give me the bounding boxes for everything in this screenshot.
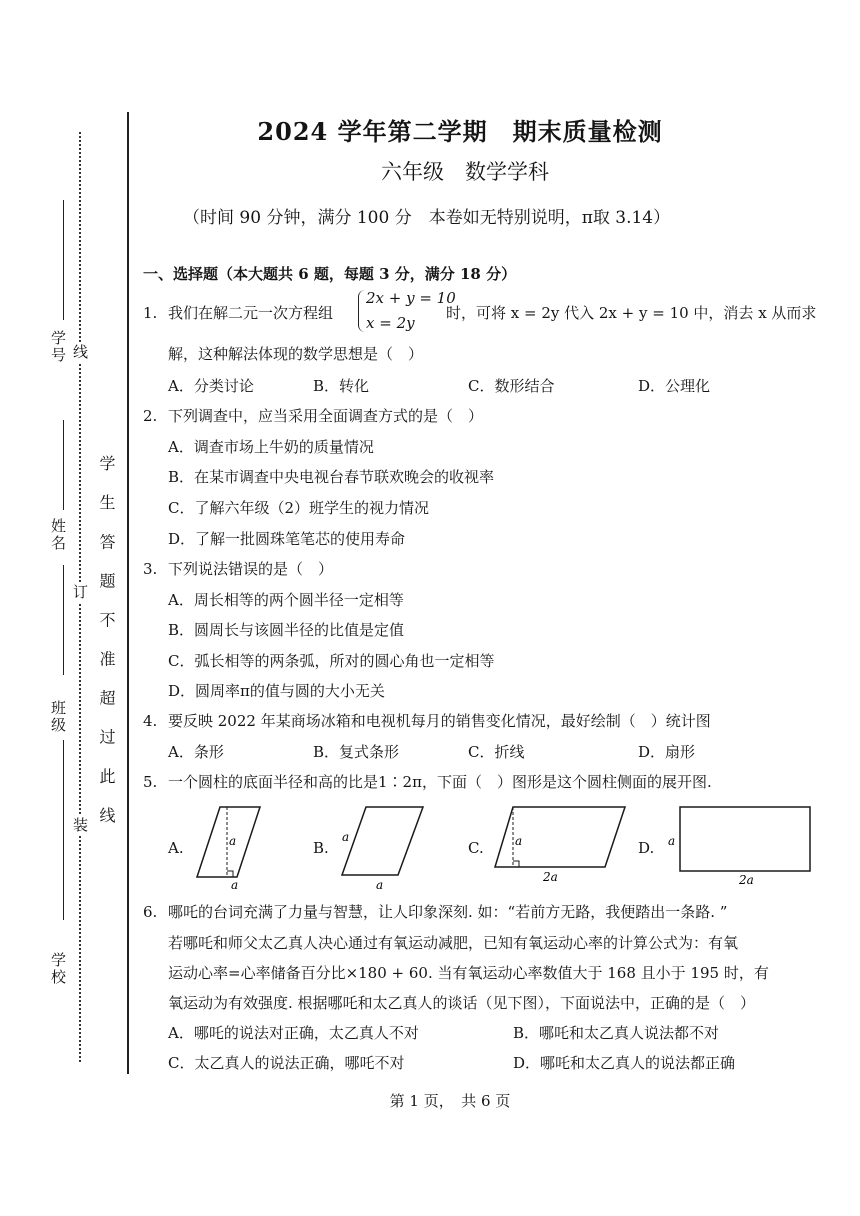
q1-equation-1: 2x + y = 10 bbox=[366, 289, 456, 307]
q1-text-a: 我们在解二元一次方程组 bbox=[168, 304, 334, 322]
q5-option-c-letter[interactable]: C. bbox=[468, 839, 484, 857]
school-label: 学校 bbox=[49, 952, 67, 986]
q6-number: 6. bbox=[143, 903, 158, 921]
q3-option-a[interactable]: A．周长相等的两个圆半径一定相等 bbox=[168, 591, 404, 609]
q2-option-c[interactable]: C．了解六年级（2）班学生的视力情况 bbox=[168, 499, 430, 517]
q5-d-side-label: a bbox=[668, 834, 676, 848]
q6-line-3: 运动心率=心率储备百分比×180 + 60. 当有氧运动心率数值大于 168 且小于 195 时，有 bbox=[168, 964, 769, 982]
q5-figure-b[interactable] bbox=[338, 805, 428, 890]
q3-option-b[interactable]: B．圆周长与该圆半径的比值是定值 bbox=[168, 621, 405, 639]
name-blank-lower bbox=[63, 565, 64, 675]
q5-a-height-label: a bbox=[229, 834, 237, 848]
exam-subtitle: 六年级 数学学科 bbox=[381, 160, 549, 184]
q5-option-a-letter[interactable]: A. bbox=[168, 839, 184, 857]
q4-option-d[interactable]: D．扇形 bbox=[638, 743, 696, 761]
q5-figure-a[interactable] bbox=[195, 805, 265, 890]
q1-option-c[interactable]: C．数形结合 bbox=[468, 377, 555, 395]
q2-stem: 下列调查中，应当采用全面调查方式的是（ ） bbox=[168, 407, 484, 425]
q5-b-base-label: a bbox=[376, 878, 384, 892]
q5-c-base-label: 2a bbox=[543, 870, 558, 884]
q4-option-a[interactable]: A．条形 bbox=[168, 743, 224, 761]
page-number: 第 1 页， 共 6 页 bbox=[389, 1092, 511, 1110]
margin-divider-line bbox=[127, 112, 129, 1074]
q3-stem: 下列说法错误的是（ ） bbox=[168, 560, 334, 578]
q6-line-1: 哪吒的台词充满了力量与智慧，让人印象深刻. 如：“若前方无路，我便踏出一条路. ” bbox=[168, 903, 728, 921]
q4-option-b[interactable]: B．复式条形 bbox=[313, 743, 400, 761]
q5-d-base-label: 2a bbox=[739, 873, 754, 887]
q6-option-d[interactable]: D．哪吒和太乙真人的说法都正确 bbox=[513, 1054, 736, 1072]
q1-option-b[interactable]: B．转化 bbox=[313, 377, 370, 395]
q1-option-d[interactable]: D．公理化 bbox=[638, 377, 711, 395]
seal-zhuang-label: 装 bbox=[71, 817, 89, 834]
name-label: 姓名 bbox=[49, 518, 67, 552]
exam-title: 2024 学年第二学期 期末质量检测 bbox=[257, 117, 663, 146]
q6-line-4: 氧运动为有效强度. 根据哪吒和太乙真人的谈话（见下图），下面说法中，正确的是（ ） bbox=[168, 994, 756, 1012]
exam-instructions: （时间 90 分钟，满分 100 分 本卷如无特别说明，π取 3.14） bbox=[183, 208, 671, 228]
q2-option-b[interactable]: B．在某市调查中央电视台春节联欢晚会的收视率 bbox=[168, 468, 495, 486]
q1-text-b: 时，可将 x = 2y 代入 2x + y = 10 中，消去 x 从而求 bbox=[446, 304, 817, 322]
q3-option-d[interactable]: D．圆周率π的值与圆的大小无关 bbox=[168, 682, 385, 700]
section-heading: 一、选择题（本大题共 6 题，每题 3 分，满分 18 分） bbox=[143, 265, 517, 283]
q3-number: 3. bbox=[143, 560, 158, 578]
student-id-blank bbox=[63, 200, 64, 320]
q1-option-a[interactable]: A．分类讨论 bbox=[168, 377, 254, 395]
q5-a-base-label: a bbox=[231, 878, 239, 892]
q4-stem: 要反映 2022 年某商场冰箱和电视机每月的销售变化情况，最好绘制（ ）统计图 bbox=[168, 712, 711, 730]
q5-option-b-letter[interactable]: B. bbox=[313, 839, 329, 857]
q6-option-b[interactable]: B．哪吒和太乙真人说法都不对 bbox=[513, 1024, 720, 1042]
q5-number: 5. bbox=[143, 773, 158, 791]
q4-number: 4. bbox=[143, 712, 158, 730]
equation-brace bbox=[358, 290, 365, 332]
q2-option-a[interactable]: A．调查市场上牛奶的质量情况 bbox=[168, 438, 374, 456]
q1-text-c: 解，这种解法体现的数学思想是（ ） bbox=[168, 345, 424, 363]
q5-figure-c[interactable] bbox=[493, 805, 628, 890]
q6-line-2: 若哪吒和师父太乙真人决心通过有氧运动减肥，已知有氧运动心率的计算公式为：有氧 bbox=[168, 934, 739, 952]
name-blank bbox=[63, 420, 64, 510]
class-label: 班级 bbox=[49, 700, 67, 734]
q5-b-side-label: a bbox=[342, 830, 350, 844]
q3-option-c[interactable]: C．弧长相等的两条弧，所对的圆心角也一定相等 bbox=[168, 652, 495, 670]
q6-option-c[interactable]: C．太乙真人的说法正确，哪吒不对 bbox=[168, 1054, 405, 1072]
q5-option-d-letter[interactable]: D. bbox=[638, 839, 655, 857]
q6-option-a[interactable]: A．哪吒的说法对正确，太乙真人不对 bbox=[168, 1024, 419, 1042]
answer-boundary-warning: 学 生 答 题 不 准 超 过 此 线 bbox=[97, 455, 116, 832]
q5-figure-d[interactable] bbox=[665, 805, 815, 890]
q2-number: 2. bbox=[143, 407, 158, 425]
seal-ding-label: 订 bbox=[71, 584, 89, 601]
seal-xian-label: 线 bbox=[71, 344, 89, 361]
student-id-label: 学号 bbox=[49, 330, 67, 364]
q5-stem: 一个圆柱的底面半径和高的比是1∶2π，下面（ ）图形是这个圆柱侧面的展开图. bbox=[168, 773, 712, 791]
q5-c-height-label: a bbox=[515, 834, 523, 848]
q1-equation-2: x = 2y bbox=[366, 314, 415, 332]
class-blank bbox=[63, 740, 64, 920]
q1-number: 1. bbox=[143, 304, 158, 322]
q2-option-d[interactable]: D．了解一批圆珠笔笔芯的使用寿命 bbox=[168, 530, 406, 548]
q4-option-c[interactable]: C．折线 bbox=[468, 743, 525, 761]
